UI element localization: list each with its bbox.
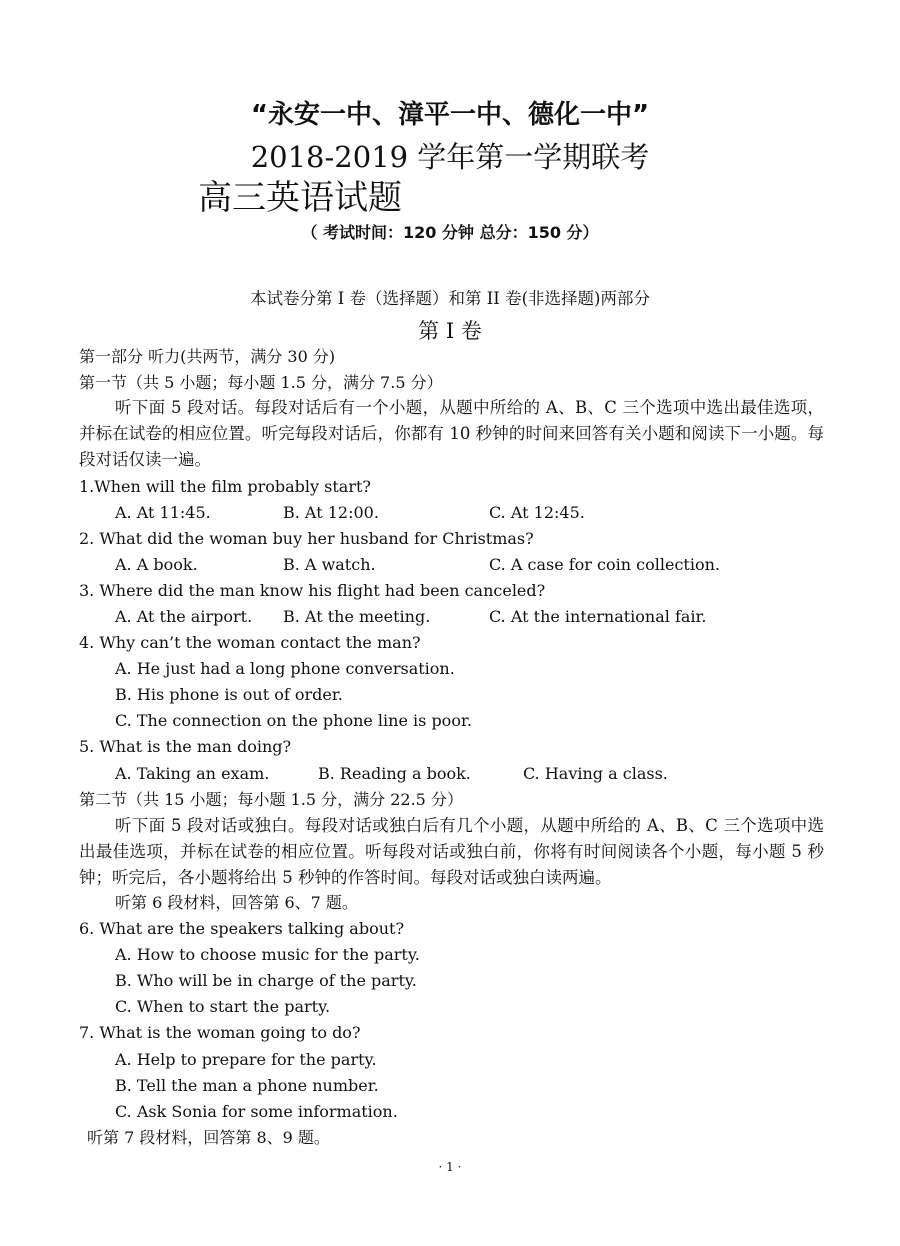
page-number: · 1 · [438,1160,462,1174]
volume-title: 第 I 卷 [418,319,482,343]
q2-option-c: C. A case for coin collection. [489,555,720,574]
section1-instructions: 听下面 5 段对话。每段对话后有一个小题，从题中所给的 A、B、C 三个选项中选出最佳选项，并标在试卷的相应位置。听完每段对话后，你都有 10 秒钟的时间来回答有关小题和阅读下一小题。每段对话仅读一遍。 [79,398,824,469]
q3-option-b: B. At the meeting. [283,607,431,626]
q5-option-c: C. Having a class. [523,764,668,783]
paper-intro: 本试卷分第 I 卷（选择题）和第 II 卷(非选择题)两部分 [250,289,650,308]
schools-title: “永安一中、漳平一中、德化一中” [250,100,650,130]
q1-option-a: A. At 11:45. [115,503,211,522]
question-1: 1.When will the film probably start? [79,477,371,496]
question-6: 6. What are the speakers talking about? [79,919,405,938]
section2-title: 第二节（共 15 小题；每小题 1.5 分，满分 22.5 分） [79,790,463,809]
question-3: 3. Where did the man know his flight had been canceled? [79,581,546,600]
part1-title: 第一部分 听力(共两节，满分 30 分) [79,347,336,366]
q1-option-b: B. At 12:00. [283,503,379,522]
q4-option-a: A. He just had a long phone conversation. [115,659,455,678]
q6-option-c: C. When to start the party. [115,997,331,1016]
q7-option-a: A. Help to prepare for the party. [115,1050,377,1069]
question-2: 2. What did the woman buy her husband for Christmas? [79,529,534,548]
section2-instructions: 听下面 5 段对话或独白。每段对话或独白后有几个小题，从题中所给的 A、B、C 三个选项中选出最佳选项，并标在试卷的相应位置。听每段对话或独白前，你将有时间阅读各个小题，每小题 5 秒钟；听完后，各小题将给出 5 秒钟的作答时间。每段对话或独白读两遍。 [79,816,824,887]
question-7: 7. What is the woman going to do? [79,1023,361,1042]
material-7-note: 听第 7 段材料，回答第 8、9 题。 [87,1128,330,1147]
q5-option-a: A. Taking an exam. [115,764,270,783]
q4-option-c: C. The connection on the phone line is poor. [115,711,472,730]
exam-info: （ 考试时间：120 分钟 总分：150 分） [301,223,599,242]
q3-option-a: A. At the airport. [115,607,253,626]
q7-option-c: C. Ask Sonia for some information. [115,1102,398,1121]
material-6-note: 听第 6 段材料，回答第 6、7 题。 [115,893,358,912]
q7-option-b: B. Tell the man a phone number. [115,1076,379,1095]
exam-title: 2018-2019 学年第一学期联考 [250,140,650,174]
subject-title: 高三英语试题 [198,178,402,218]
question-4: 4. Why can’t the woman contact the man? [79,633,421,652]
q2-option-a: A. A book. [115,555,198,574]
q3-option-c: C. At the international fair. [489,607,707,626]
q2-option-b: B. A watch. [283,555,376,574]
q6-option-a: A. How to choose music for the party. [115,945,420,964]
section1-title: 第一节（共 5 小题；每小题 1.5 分，满分 7.5 分） [79,373,443,392]
q1-option-c: C. At 12:45. [489,503,585,522]
q6-option-b: B. Who will be in charge of the party. [115,971,417,990]
q4-option-b: B. His phone is out of order. [115,685,343,704]
question-5: 5. What is the man doing? [79,737,292,756]
q5-option-b: B. Reading a book. [318,764,471,783]
